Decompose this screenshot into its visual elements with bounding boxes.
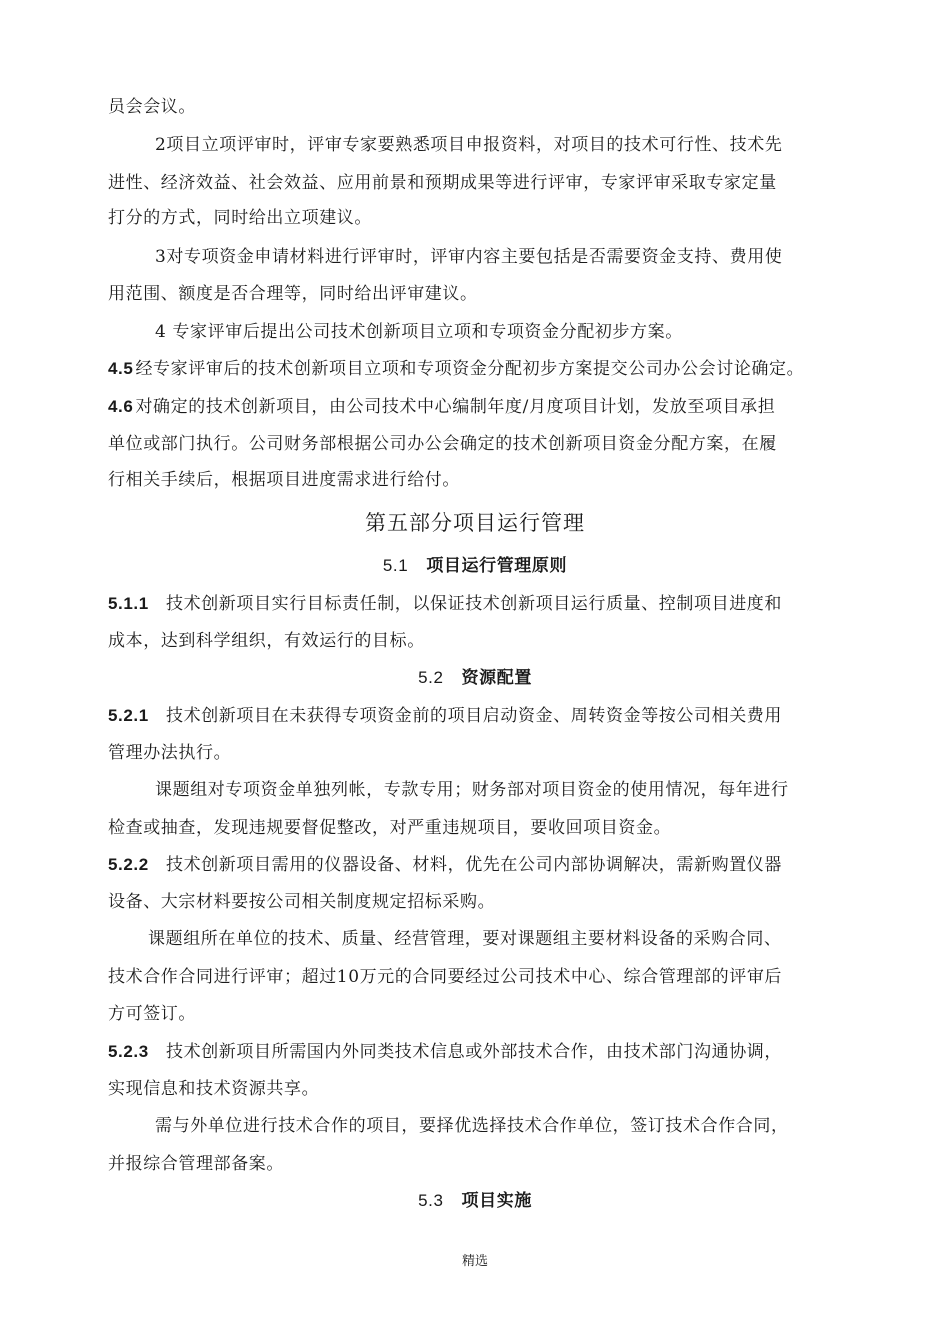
- page-footer: 精选: [461, 1254, 488, 1269]
- text-line: 用范围、额度是否合理等，同时给出评审建议。: [108, 284, 478, 304]
- text-line: 2项目立项评审时，评审专家要熟悉项目申报资料，对项目的技术可行性、技术先: [155, 135, 783, 155]
- section-5-2-heading: 5.2 资源配置: [418, 668, 532, 688]
- clause-4-6: 4.6 对确定的技术创新项目，由公司技术中心编制年度/月度项目计划，发放至项目承担: [108, 397, 776, 417]
- text-line: 打分的方式，同时给出立项建议。: [108, 208, 372, 228]
- text-line: 行相关手续后，根据项目进度需求进行给付。: [108, 470, 460, 490]
- text-line: 并报综合管理部备案。: [108, 1154, 284, 1174]
- clause-5-2-1: 5.2.1 技术创新项目在未获得专项资金前的项目启动资金、周转资金等按公司相关费用: [108, 706, 782, 726]
- clause-5-1-1: 5.1.1 技术创新项目实行目标责任制，以保证技术创新项目运行质量、控制项目进度和: [108, 594, 782, 614]
- text-line: 进性、经济效益、社会效益、应用前景和预期成果等进行评审，专家评审采取专家定量: [108, 173, 777, 193]
- section-5-1-heading: 5.1 项目运行管理原则: [382, 556, 568, 576]
- text-line: 4 专家评审后提出公司技术创新项目立项和专项资金分配初步方案。: [155, 322, 683, 342]
- text-line: 设备、大宗材料要按公司相关制度规定招标采购。: [108, 892, 496, 912]
- part-5-title: 第五部分项目运行管理: [365, 511, 585, 535]
- clause-5-2-3: 5.2.3 技术创新项目所需国内外同类技术信息或外部技术合作，由技术部门沟通协调，: [108, 1042, 782, 1062]
- text-line: 课题组所在单位的技术、质量、经营管理，要对课题组主要材料设备的采购合同、: [148, 929, 782, 949]
- text-line: 方可签订。: [108, 1004, 196, 1024]
- text-line: 员会会议。: [108, 97, 196, 117]
- text-line: 单位或部门执行。公司财务部根据公司办公会确定的技术创新项目资金分配方案，在履: [108, 434, 777, 454]
- text-line: 成本，达到科学组织，有效运行的目标。: [108, 631, 425, 651]
- text-line: 检查或抽查，发现违规要督促整改，对严重违规项目，要收回项目资金。: [108, 818, 672, 838]
- section-5-3-heading: 5.3 项目实施: [418, 1191, 532, 1211]
- text-line: 需与外单位进行技术合作的项目，要择优选择技术合作单位，签订技术合作合同，: [155, 1116, 789, 1136]
- text-line: 课题组对专项资金单独列帐，专款专用；财务部对项目资金的使用情况，每年进行: [155, 780, 789, 800]
- clause-5-2-2: 5.2.2 技术创新项目需用的仪器设备、材料，优先在公司内部协调解决，需新购置仪器: [108, 855, 782, 875]
- text-line: 技术合作合同进行评审；超过10万元的合同要经过公司技术中心、综合管理部的评审后: [108, 967, 783, 987]
- text-line: 实现信息和技术资源共享。: [108, 1079, 320, 1099]
- clause-4-5: 4.5 经专家评审后的技术创新项目立项和专项资金分配初步方案提交公司办公会讨论确定。: [108, 359, 805, 379]
- text-line: 管理办法执行。: [108, 743, 232, 763]
- text-line: 3对专项资金申请材料进行评审时，评审内容主要包括是否需要资金支持、费用使: [155, 247, 783, 267]
